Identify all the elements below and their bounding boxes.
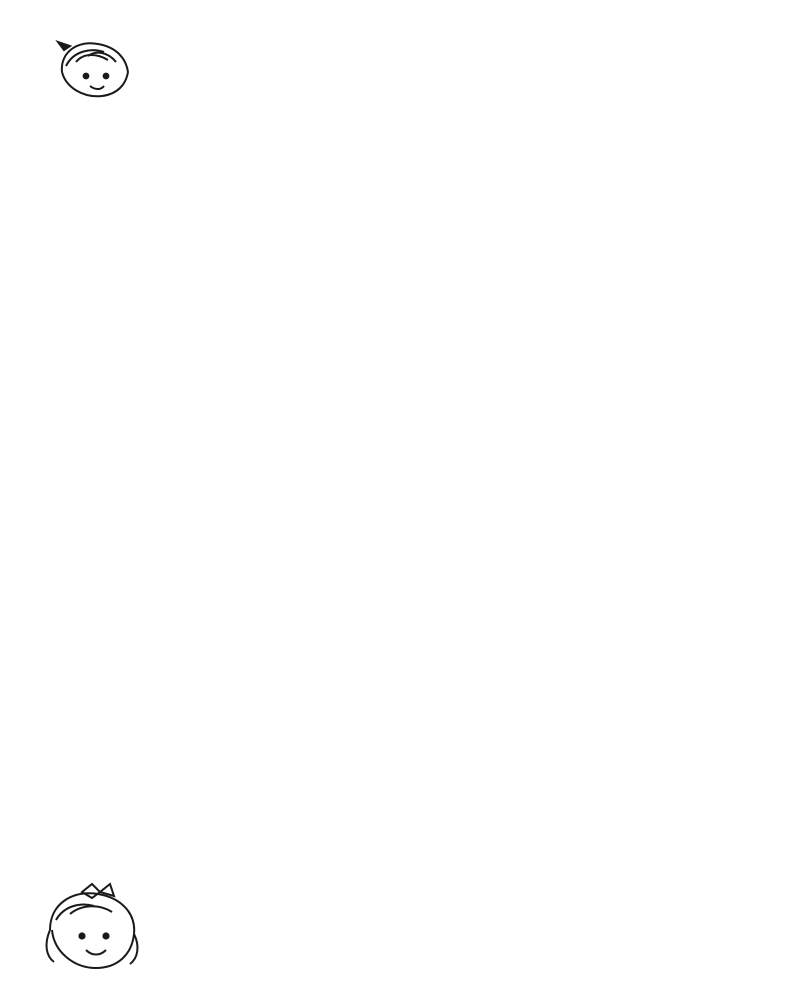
girl-face-bottom-icon [47,884,138,968]
girl-face-top-icon [58,42,128,96]
